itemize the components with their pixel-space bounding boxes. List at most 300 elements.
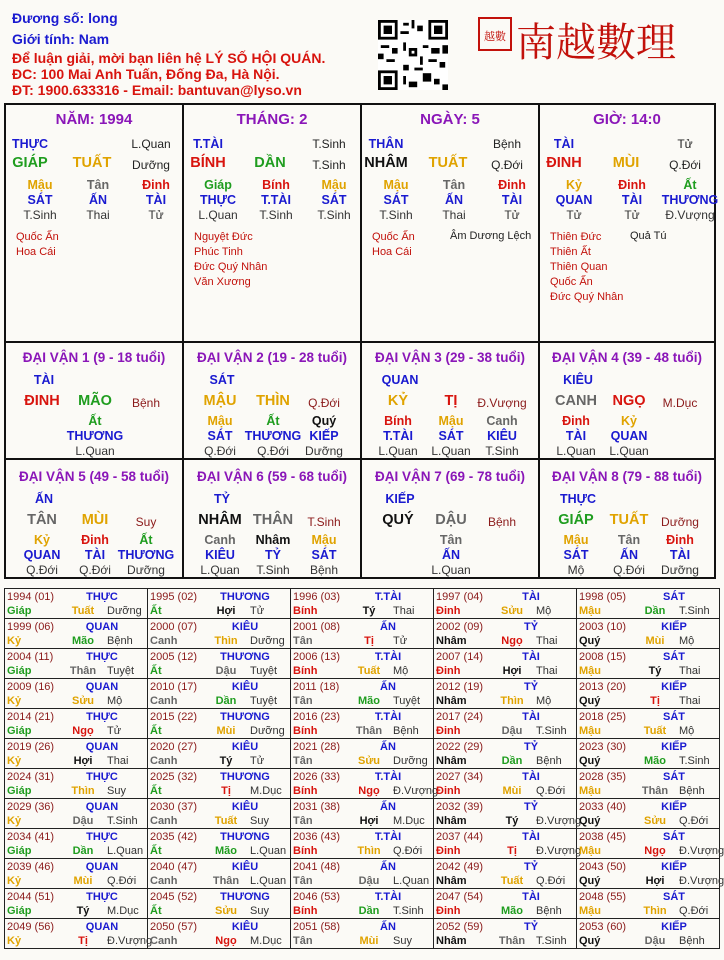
year-stage: Q.Đới (536, 785, 566, 797)
year-stem: Canh (150, 875, 178, 887)
logo-text: 南越數理 (516, 20, 676, 66)
dai-van-branch: NGỌ (612, 393, 646, 409)
year-stage: Suy (250, 905, 269, 917)
year-cell[interactable] (434, 919, 577, 949)
year-cell[interactable] (291, 799, 434, 829)
heavenly-stem: ĐINH (546, 155, 582, 171)
year-branch: Thìn (357, 845, 381, 857)
year-god: KIẾP (661, 861, 687, 873)
year-god: TÀI (522, 591, 540, 603)
year-cell[interactable] (5, 769, 148, 799)
dai-van-stem: MẬU (203, 393, 237, 409)
year-cell[interactable] (434, 889, 577, 919)
stem-stage: T.Sinh (312, 137, 346, 151)
address-line: ĐC: 100 Mai Anh Tuấn, Đống Đa, Hà Nội. (12, 66, 280, 82)
year-branch: Tý (505, 815, 519, 827)
year-branch: Dần (358, 905, 380, 917)
shensha-label: Văn Xương (194, 276, 251, 288)
year-label: 2000 (07) (150, 621, 198, 633)
year-cell[interactable] (5, 709, 148, 739)
phone-email-line: ĐT: 1900.633316 - Email: bantuvan@lyso.vn (12, 82, 302, 98)
hidden-stem: Tân (439, 533, 463, 547)
year-cell[interactable] (291, 739, 434, 769)
dai-van-god: ẤN (34, 492, 54, 506)
year-stem: Mậu (579, 665, 601, 677)
year-stage: Suy (250, 815, 269, 827)
year-cell[interactable] (148, 769, 291, 799)
year-label: 2023 (30) (579, 741, 627, 753)
hidden-stem: Kỷ (566, 178, 582, 192)
hidden-stage: T.Sinh (23, 208, 57, 222)
hidden-stage: T.Sinh (317, 208, 351, 222)
year-cell[interactable] (5, 589, 148, 619)
year-cell[interactable] (291, 889, 434, 919)
dai-van-title: ĐẠI VẬN 5 (49 - 58 tuổi) (18, 469, 170, 484)
year-row (5, 589, 720, 619)
hidden-stage: Q.Đới (257, 444, 289, 458)
dai-van-grid (4, 341, 716, 579)
year-cell[interactable] (148, 619, 291, 649)
dai-van-stage: Dưỡng (661, 515, 699, 529)
year-cell[interactable] (291, 619, 434, 649)
year-cell[interactable] (577, 709, 720, 739)
year-label: 2030 (37) (150, 801, 198, 813)
year-label: 2013 (20) (579, 681, 627, 693)
dai-van-stem: KỶ (387, 393, 409, 409)
year-stem: Nhâm (436, 755, 467, 767)
year-stem: Tân (293, 815, 313, 827)
year-label: 2012 (19) (436, 681, 484, 693)
hidden-god: SÁT (321, 193, 347, 207)
year-cell[interactable] (148, 649, 291, 679)
year-god: ẤN (380, 681, 396, 693)
year-branch: Tuất (214, 815, 238, 827)
qr-code-icon[interactable] (378, 20, 448, 90)
year-stem: Quý (579, 755, 601, 767)
shensha-label: Hoa Cái (16, 246, 56, 258)
year-cell[interactable] (434, 649, 577, 679)
hidden-god: THỰC (199, 193, 237, 207)
year-branch: Dậu (644, 935, 666, 947)
hidden-stage: Q.Đới (79, 563, 111, 577)
year-stage: Mộ (393, 665, 409, 677)
year-stem: Giáp (7, 845, 32, 857)
year-cell[interactable] (577, 619, 720, 649)
dai-van-title: ĐẠI VẬN 7 (69 - 78 tuổi) (374, 469, 526, 484)
year-stem: Mậu (579, 785, 601, 797)
dai-van-7[interactable] (362, 460, 540, 579)
year-cell[interactable] (577, 859, 724, 889)
year-god: TÀI (522, 711, 540, 723)
four-pillars-grid (4, 103, 719, 343)
hidden-god: KIÊU (205, 548, 235, 562)
year-stage: Q.Đới (536, 875, 566, 887)
heavenly-stem: NHÂM (364, 155, 408, 171)
year-label: 2015 (22) (150, 711, 198, 723)
year-stage: Tuyệt (393, 695, 421, 707)
year-god: TỶ (523, 801, 539, 813)
year-label: 2046 (53) (293, 891, 341, 903)
year-god: KIẾP (661, 741, 687, 753)
dai-van-1[interactable] (6, 341, 184, 460)
year-stem: Tân (293, 755, 313, 767)
dai-van-stem: CANH (555, 393, 597, 409)
year-stage: Tử (393, 635, 408, 647)
year-branch: Thân (69, 665, 97, 677)
year-god: THỰC (86, 891, 118, 903)
hidden-god: ẤN (441, 548, 461, 562)
year-cell[interactable] (5, 619, 148, 649)
year-god: THỰC (86, 651, 118, 663)
year-stem: Bính (293, 725, 318, 737)
year-god: KIÊU (231, 861, 259, 873)
year-god: TÀI (522, 651, 540, 663)
pillar-month (184, 105, 362, 343)
year-cell[interactable] (434, 859, 577, 889)
hidden-stem: Ất (139, 533, 153, 547)
year-stage: Tử (250, 605, 265, 617)
year-branch: Mão (215, 845, 237, 857)
year-branch: Mùi (216, 725, 236, 737)
dai-van-stem: TÂN (27, 512, 57, 528)
dai-van-title: ĐẠI VẬN 2 (19 - 28 tuổi) (196, 350, 348, 365)
year-stem: Kỷ (7, 755, 22, 767)
year-stage: Tử (107, 725, 122, 737)
hidden-stem: Nhâm (255, 533, 291, 547)
year-stem: Ất (150, 665, 162, 677)
year-god: KIÊU (231, 921, 259, 933)
year-stem: Tân (293, 695, 313, 707)
year-stage: T.Sinh (679, 755, 710, 767)
hidden-stem: Giáp (204, 178, 232, 192)
dai-van-stem: QUÝ (382, 512, 414, 528)
year-row (5, 799, 720, 829)
year-label: 2049 (56) (7, 921, 55, 933)
year-cell[interactable] (291, 769, 439, 799)
dai-van-stem: NHÂM (198, 512, 242, 528)
year-stem: Đinh (436, 605, 461, 617)
branch-stage: Q.Đới (491, 158, 523, 172)
year-cell[interactable] (5, 889, 148, 919)
year-branch: Sửu (71, 695, 95, 707)
year-cell[interactable] (434, 739, 577, 769)
year-cell[interactable] (577, 589, 720, 619)
year-cell[interactable] (148, 709, 291, 739)
year-cell[interactable] (148, 589, 291, 619)
gender: Giới tính: Nam (12, 31, 110, 47)
dai-van-3[interactable] (362, 341, 540, 460)
year-cell[interactable] (434, 709, 577, 739)
year-label: 2006 (13) (293, 651, 341, 663)
hidden-god: THƯƠNG (661, 193, 719, 207)
hidden-god: ẤN (619, 548, 639, 562)
dai-van-branch: THÌN (256, 393, 290, 409)
year-label: 1995 (02) (150, 591, 198, 603)
shensha-extra: Âm Dương Lệch (450, 230, 532, 242)
year-god: SÁT (663, 651, 685, 663)
year-cell[interactable] (291, 859, 434, 889)
dai-van-title: ĐẠI VẬN 1 (9 - 18 tuổi) (22, 350, 166, 365)
year-cell[interactable] (148, 859, 291, 889)
year-branch: Thân (355, 725, 383, 737)
hidden-stage: T.Sinh (485, 444, 519, 458)
year-row (5, 619, 720, 649)
year-stem: Quý (579, 875, 601, 887)
branch-stage: Dưỡng (132, 158, 170, 172)
hidden-stage: Bệnh (309, 563, 339, 577)
year-stage: Dưỡng (250, 635, 285, 647)
hidden-stage: Q.Đới (26, 563, 58, 577)
shensha-label: Quốc Ấn (16, 231, 59, 243)
year-cell[interactable] (577, 739, 720, 769)
year-cell[interactable] (148, 799, 291, 829)
hidden-stage: Tử (566, 208, 582, 222)
year-stage: Mộ (107, 695, 123, 707)
year-label: 2020 (27) (150, 741, 198, 753)
year-label: 2033 (40) (579, 801, 627, 813)
year-label: 2026 (33) (293, 771, 341, 783)
dai-van-stage: M.Dục (662, 396, 698, 410)
pillar-title: GIỜ: 14:0 (593, 111, 661, 128)
dai-van-branch: TỊ (444, 393, 458, 409)
year-label: 1997 (04) (436, 591, 484, 603)
hidden-stem: Mậu (438, 414, 464, 428)
dai-van-stage: Bệnh (131, 396, 161, 410)
year-label: 2004 (11) (7, 651, 54, 663)
year-branch: Hợi (502, 665, 522, 677)
hidden-stem: Bính (384, 414, 412, 428)
year-cell[interactable] (5, 829, 148, 859)
year-cell[interactable] (291, 919, 434, 949)
hidden-stem: Đinh (81, 533, 109, 547)
year-cell[interactable] (291, 589, 434, 619)
year-god: TỶ (523, 741, 539, 753)
pillar-title: NĂM: 1994 (55, 111, 133, 128)
year-label: 2005 (12) (150, 651, 198, 663)
hidden-stage: L.Quan (378, 444, 418, 458)
year-stage: Dưỡng (107, 605, 142, 617)
year-cell[interactable] (291, 679, 434, 709)
year-cell[interactable] (5, 649, 148, 679)
dai-van-5[interactable] (6, 460, 184, 579)
year-stem: Canh (150, 635, 178, 647)
year-cell[interactable] (291, 829, 434, 859)
hidden-stage: Đ.Vượng (665, 208, 715, 222)
stem-stage: L.Quan (131, 137, 171, 151)
year-label: 2019 (26) (7, 741, 55, 753)
year-god: THỰC (86, 771, 118, 783)
year-label: 1999 (06) (7, 621, 55, 633)
year-god: KIÊU (231, 801, 259, 813)
year-god: THƯƠNG (220, 831, 270, 843)
hidden-stage: L.Quan (431, 444, 471, 458)
year-cell[interactable] (148, 889, 291, 919)
year-stem: Bính (293, 665, 318, 677)
year-god: SÁT (663, 891, 685, 903)
year-cell[interactable] (577, 769, 720, 799)
year-god: ẤN (380, 621, 396, 633)
year-stem: Giáp (7, 725, 32, 737)
year-god: KIÊU (231, 621, 259, 633)
hidden-god: TÀI (621, 193, 643, 207)
year-cell[interactable] (148, 919, 291, 949)
shensha-label: Phúc Tinh (194, 246, 243, 258)
year-god: QUAN (85, 741, 119, 753)
stem-stage: Bệnh (492, 137, 522, 151)
year-stage: Tử (250, 755, 265, 767)
dai-van-stem: ĐINH (24, 393, 60, 409)
year-label: 2034 (41) (7, 831, 55, 843)
hidden-god: THƯƠNG (117, 548, 175, 562)
year-god: TỶ (523, 861, 539, 873)
year-cell[interactable] (434, 799, 582, 829)
year-cell[interactable] (148, 739, 291, 769)
dai-van-god: THỰC (559, 492, 597, 506)
shensha-label: Thiên Đức (550, 231, 602, 243)
year-stem: Kỷ (7, 815, 22, 827)
dai-van-branch: MÃO (78, 393, 112, 409)
year-cell[interactable] (5, 859, 148, 889)
year-branch: Mão (644, 755, 666, 767)
hidden-god: QUAN (610, 429, 648, 443)
year-stage: Mộ (536, 695, 552, 707)
dai-van-god: KIẾP (385, 492, 415, 506)
hidden-stage: Tử (624, 208, 640, 222)
year-branch: Ngọ (501, 635, 523, 647)
branch-stage: T.Sinh (312, 158, 346, 172)
year-branch: Thân (641, 785, 669, 797)
year-cell[interactable] (434, 769, 577, 799)
hidden-god: THƯƠNG (244, 429, 302, 443)
hidden-stem: Mậu (311, 533, 337, 547)
year-label: 2003 (10) (579, 621, 627, 633)
hidden-stem: Mậu (321, 178, 347, 192)
hidden-god: QUAN (23, 548, 61, 562)
year-stage: Bệnh (107, 635, 133, 647)
year-cell[interactable] (5, 919, 153, 949)
year-cell[interactable] (434, 679, 577, 709)
year-branch: Dậu (501, 725, 523, 737)
year-cell[interactable] (577, 829, 724, 859)
year-cell[interactable] (577, 889, 720, 919)
owner-name: Đương số: long (12, 10, 118, 26)
year-cell[interactable] (434, 829, 582, 859)
year-cell[interactable] (577, 679, 720, 709)
shensha-label: Quốc Ấn (550, 276, 593, 288)
year-god: KIẾP (661, 621, 687, 633)
year-label: 2016 (23) (293, 711, 341, 723)
year-cell[interactable] (434, 589, 577, 619)
year-cell[interactable] (148, 829, 291, 859)
year-row (5, 919, 720, 949)
year-god: SÁT (663, 831, 685, 843)
shensha-label: Thiên Quan (550, 261, 608, 273)
hidden-stem: Mậu (383, 178, 409, 192)
pillar-hour (540, 105, 719, 343)
year-god: KIẾP (661, 801, 687, 813)
heavenly-stem: GIÁP (12, 155, 48, 171)
year-stage: Mộ (536, 605, 552, 617)
year-label: 2027 (34) (436, 771, 484, 783)
year-cell[interactable] (291, 709, 434, 739)
year-stem: Đinh (436, 845, 461, 857)
hidden-god: THƯƠNG (66, 429, 124, 443)
hidden-stem: Ất (683, 178, 697, 192)
hidden-stage: L.Quan (200, 563, 240, 577)
year-god: THỰC (86, 591, 118, 603)
year-cell[interactable] (577, 919, 720, 949)
year-cell[interactable] (291, 649, 434, 679)
year-cell[interactable] (5, 679, 148, 709)
year-label: 2021 (28) (293, 741, 341, 753)
dai-van-2[interactable] (184, 341, 362, 460)
year-cell[interactable] (5, 739, 148, 769)
year-branch: Tị (364, 635, 374, 647)
year-cell[interactable] (577, 799, 720, 829)
year-row (5, 679, 720, 709)
dai-van-4[interactable] (540, 341, 716, 460)
hidden-stage: Dưỡng (127, 563, 165, 577)
year-stem: Bính (293, 845, 318, 857)
year-cell[interactable] (577, 649, 720, 679)
year-stem: Canh (150, 935, 178, 947)
year-stage: Đ.Vượng (107, 935, 153, 947)
hidden-stem: Tân (86, 178, 110, 192)
year-branch: Dần (644, 605, 666, 617)
year-god: THỰC (86, 831, 118, 843)
year-branch: Mùi (73, 875, 93, 887)
year-stem: Mậu (579, 905, 601, 917)
pillar-year (6, 105, 184, 343)
year-stem: Tân (293, 875, 313, 887)
year-branch: Tị (78, 935, 88, 947)
dai-van-stage: T.Sinh (307, 515, 341, 529)
year-label: 2048 (55) (579, 891, 627, 903)
hidden-god: SÁT (27, 193, 53, 207)
dai-van-6[interactable] (184, 460, 362, 579)
dai-van-8[interactable] (540, 460, 716, 579)
year-label: 2037 (44) (436, 831, 484, 843)
year-branch: Tý (219, 755, 233, 767)
year-stage: Tuyệt (250, 695, 278, 707)
year-stem: Ất (150, 605, 162, 617)
year-label: 2002 (09) (436, 621, 484, 633)
hidden-stem: Mậu (207, 414, 233, 428)
year-row (5, 649, 720, 679)
year-stem: Nhâm (436, 635, 467, 647)
year-branch: Thìn (500, 695, 524, 707)
hidden-stage: T.Sinh (259, 208, 293, 222)
hidden-stem: Kỷ (621, 414, 637, 428)
year-stem: Đinh (436, 665, 461, 677)
year-stem: Bính (293, 905, 318, 917)
year-stage: Đ.Vượng (393, 785, 439, 797)
year-label: 2043 (50) (579, 861, 627, 873)
stem-god: THÂN (368, 137, 404, 151)
year-cell[interactable] (5, 799, 148, 829)
hidden-stage: L.Quan (556, 444, 596, 458)
year-branch: Ngọ (215, 935, 237, 947)
year-god: ẤN (380, 741, 396, 753)
year-cell[interactable] (148, 679, 291, 709)
hidden-stem: Tân (617, 533, 641, 547)
year-label: 2047 (54) (436, 891, 484, 903)
year-stem: Ất (150, 785, 162, 797)
year-cell[interactable] (434, 619, 577, 649)
year-label: 2052 (59) (436, 921, 484, 933)
year-stage: L.Quan (250, 875, 287, 887)
year-stage: Tuyệt (107, 665, 135, 677)
